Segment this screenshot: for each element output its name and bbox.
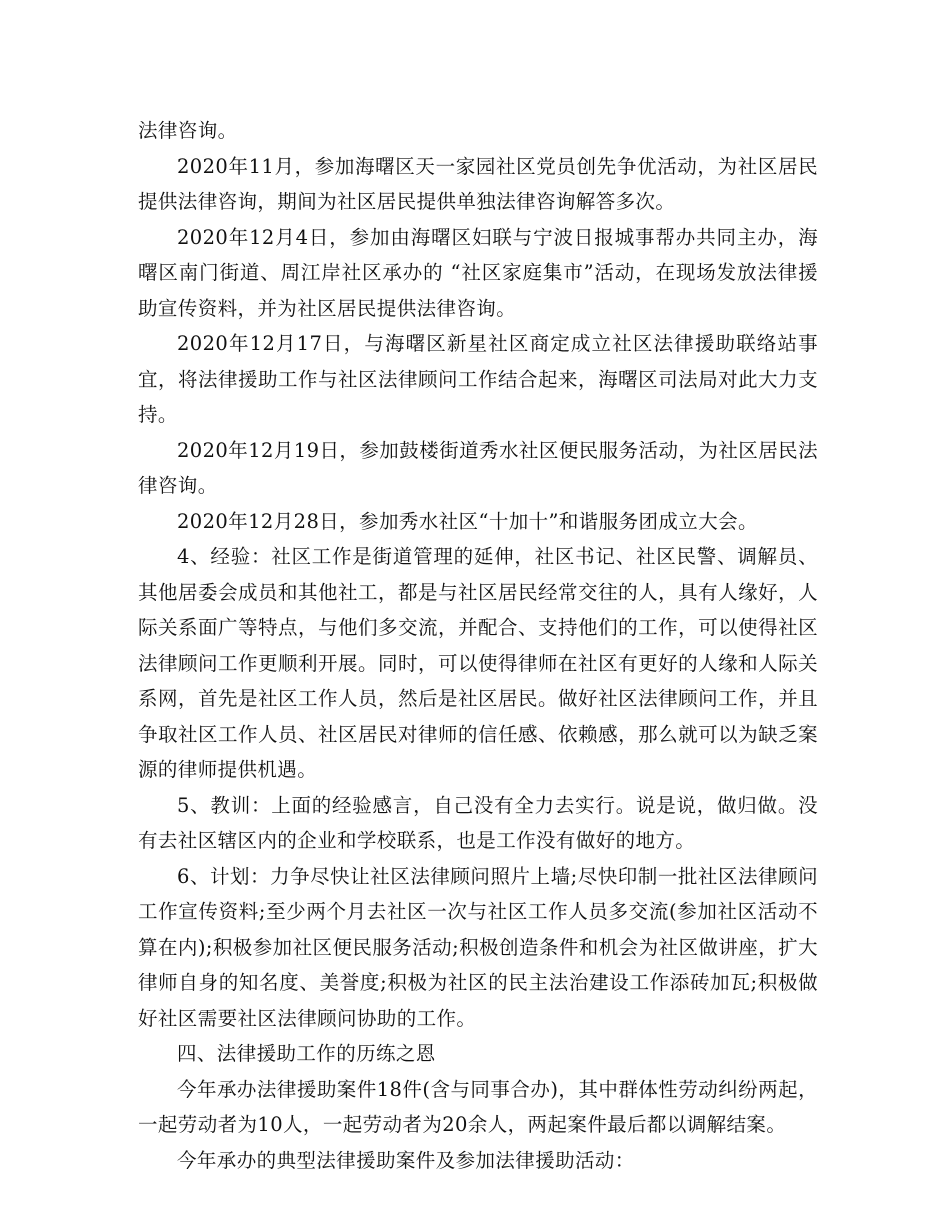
paragraph-4: 2020年12月17日，与海曙区新星社区商定成立社区法律援助联络站事宜，将法律援助工作与社区法律顾问工作结合起来，海曙区司法局对此大力支持。 [138, 332, 818, 426]
paragraph-lessons: 5、教训：上面的经验感言，自己没有全力去实行。说是说，做归做。没有去社区辖区内的企业和学校联系，也是工作没有做好的地方。 [138, 793, 818, 852]
paragraph-2: 2020年11月，参加海曙区天一家园社区党员创先争优活动，为社区居民提供法律咨询，期间为社区居民提供单独法律咨询解答多次。 [138, 154, 818, 213]
paragraph-cases: 今年承办法律援助案件18件(含与同事合办)，其中群体性劳动纠纷两起，一起劳动者为10人，一起劳动者为20余人，两起案件最后都以调解结案。 [138, 1077, 818, 1136]
paragraph-3: 2020年12月4日，参加由海曙区妇联与宁波日报城事帮办共同主办，海曙区南门街道、周江岸社区承办的 “社区家庭集市”活动，在现场发放法律援助宣传资料，并为社区居民提供法律咨询。 [138, 225, 818, 320]
paragraph-typical-cases: 今年承办的典型法律援助案件及参加法律援助活动： [177, 1148, 635, 1172]
paragraph-plan: 6、计划：力争尽快让社区法律顾问照片上墙;尽快印制一批社区法律顾问工作宣传资料;至少两个月去社区一次与社区工作人员多交流(参加社区活动不算在内);积极参加社区便民服务活动;积极创造条件和机会为社区做讲座，扩大律师自身的知名度、美誉度;积极为社区的民主法治建设工作添砖加瓦;积极做好社区需要社区法律顾问协助的工作。 [138, 864, 818, 1030]
paragraph-1: 法律咨询。 [138, 119, 238, 142]
paragraph-experience: 4、经验：社区工作是街道管理的延伸，社区书记、社区民警、调解员、其他居委会成员和其他社工，都是与社区居民经常交往的人，具有人缘好，人际关系面广等特点，与他们多交流，并配合、支持他们的工作，可以使得社区法律顾问工作更顺利开展。同时，可以使得律师在社区有更好的人缘和人际关系网，首先是社区工作人员，然后是社区居民。做好社区法律顾问工作，并且争取社区工作人员、社区居民对律师的信任感、依赖感，那么就可以为缺乏案源的律师提供机遇。 [138, 545, 818, 781]
paragraph-6: 2020年12月28日，参加秀水社区“十加十”和谐服务团成立大会。 [177, 509, 758, 533]
section-heading: 四、法律援助工作的历练之恩 [177, 1042, 436, 1065]
document-body [138, 113, 818, 1178]
paragraph-5: 2020年12月19日，参加鼓楼街道秀水社区便民服务活动，为社区居民法律咨询。 [138, 438, 818, 497]
